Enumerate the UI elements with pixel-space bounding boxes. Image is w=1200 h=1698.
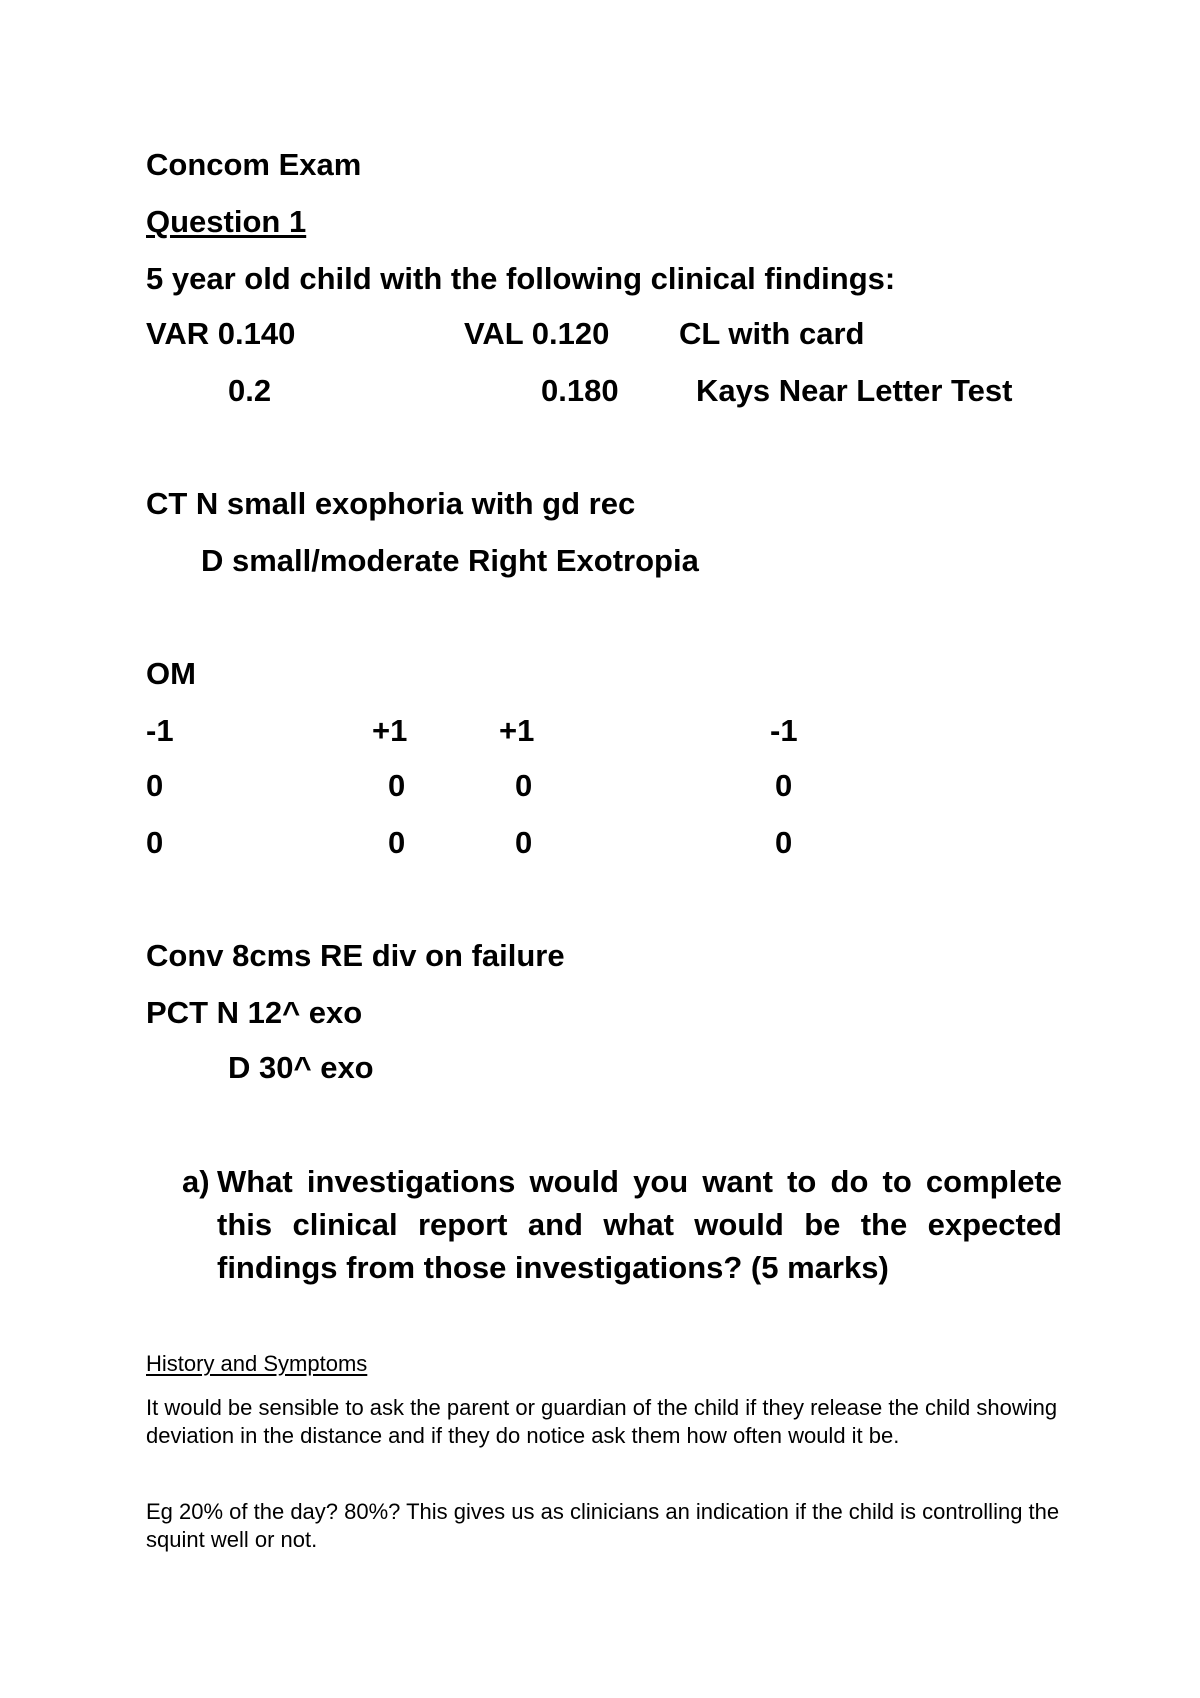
om-cell: +1	[499, 713, 535, 748]
var-value-1: VAR 0.140	[146, 316, 296, 351]
om-cell: +1	[372, 713, 408, 748]
om-cell: 0	[515, 825, 533, 860]
answer-paragraph: It would be sensible to ask the parent or guardian of the child if they release the child showing deviation in the distance and if they do notice ask them how often would it be.	[146, 1395, 1058, 1448]
om-label: OM	[146, 656, 196, 691]
question-a-text: What investigations would you want to do to complete this clinical report and what would be the expected findings from those investigations? (5 marks)	[217, 1164, 1062, 1285]
om-cell: 0	[146, 768, 164, 803]
answer-paragraph: Eg 20% of the day? 80%? This gives us as clinicians an indication if the child is controlling the squint well or not.	[146, 1499, 1060, 1552]
ct-distance: D small/moderate Right Exotropia	[201, 543, 699, 578]
om-cell: 0	[388, 768, 406, 803]
va-method-2: Kays Near Letter Test	[696, 373, 1013, 408]
doc-title: Concom Exam	[146, 147, 362, 182]
om-cell: 0	[515, 768, 533, 803]
om-cell: 0	[388, 825, 406, 860]
answer-heading: History and Symptoms	[146, 1351, 368, 1376]
om-cell: 0	[775, 768, 793, 803]
question-a	[182, 1160, 1062, 1289]
question-a-label: a)	[182, 1164, 210, 1199]
om-cell: 0	[775, 825, 793, 860]
intro-text: 5 year old child with the following clinical findings:	[146, 261, 896, 296]
var-value-2: 0.2	[228, 373, 272, 408]
om-cell: -1	[770, 713, 798, 748]
ct-near: CT N small exophoria with gd rec	[146, 486, 636, 521]
om-cell: -1	[146, 713, 174, 748]
om-cell: 0	[146, 825, 164, 860]
question-heading: Question 1	[146, 204, 307, 239]
convergence-text: Conv 8cms RE div on failure	[146, 938, 565, 973]
pct-distance: D 30^ exo	[228, 1050, 374, 1085]
val-value-2: 0.180	[541, 373, 619, 408]
va-method-1: CL with card	[679, 316, 865, 351]
pct-near: PCT N 12^ exo	[146, 995, 363, 1030]
val-value-1: VAL 0.120	[464, 316, 610, 351]
